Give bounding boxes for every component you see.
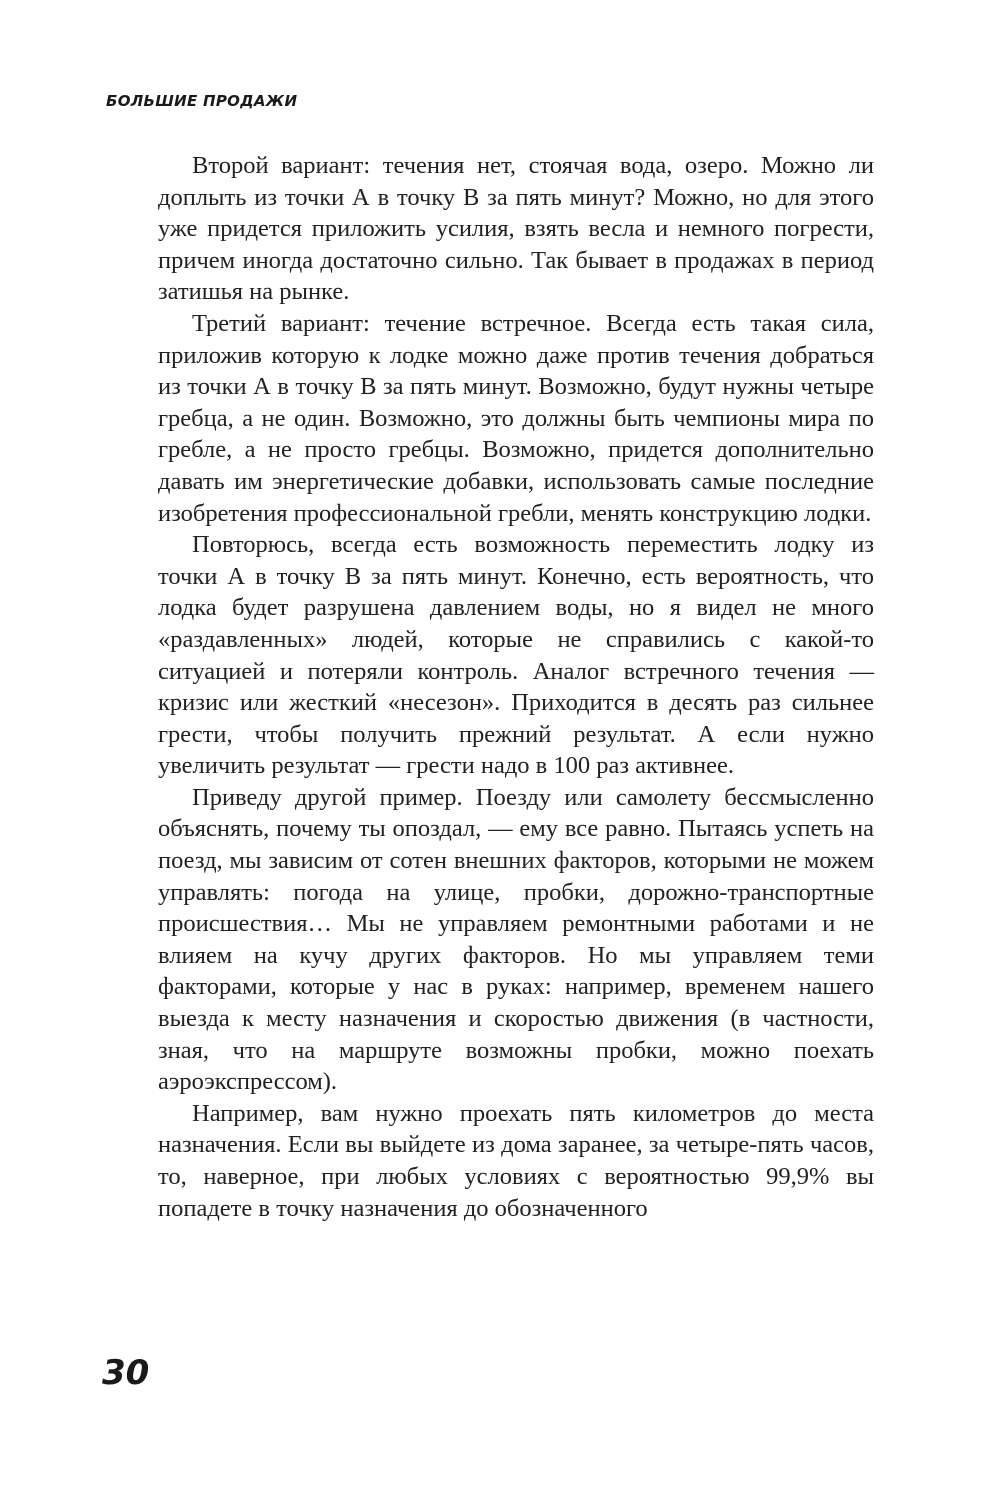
page-number: 30	[102, 1353, 150, 1393]
running-head-title: БОЛЬШИЕ ПРОДАЖИ	[106, 92, 298, 110]
paragraph-3: Повторюсь, всегда есть возможность переместить лодку из точки А в точку В за пять минут. Конечно, есть вероятность, что лодка будет разрушена давлением воды, но я видел не много «раздавленных» людей, которые не справились с какой-то ситуацией и потеряли контроль. Аналог встречного течения — кризис или жесткий «несезон». Приходится в десять раз сильнее грести, чтобы получить прежний результат. А если нужно увеличить результат — грести надо в 100 раз активнее.	[158, 531, 874, 780]
body-text	[158, 150, 874, 1224]
paragraph-1: Второй вариант: течения нет, стоячая вода, озеро. Можно ли доплыть из точки А в точку В за пять минут? Можно, но для этого уже придется приложить усилия, взять весла и немного погрести, причем иногда достаточно сильно. Так бывает в продажах в период затишья на рынке.	[158, 152, 874, 306]
paragraph-5: Например, вам нужно проехать пять километров до места назначения. Если вы выйдете из дома заранее, за четыре-пять часов, то, наверное, при любых условиях с вероятностью 99,9% вы попадете в точку назначения до обозначенного	[158, 1099, 874, 1222]
paragraph-4: Приведу другой пример. Поезду или самолету бессмысленно объяснять, почему ты опоздал, — ему все равно. Пытаясь успеть на поезд, мы зависим от сотен внешних факторов, которыми не можем управлять: погода на улице, пробки, дорожно-транспортные происшествия… Мы не управляем ремонтными работами и не влияем на кучу других факторов. Но мы управляем теми факторами, которые у нас в руках: например, временем нашего выезда к месту назначения и скоростью движения (в частности, зная, что на маршруте возможны пробки, можно поехать аэроэкспрессом).	[158, 783, 874, 1096]
paragraph-2: Третий вариант: течение встречное. Всегда есть такая сила, приложив которую к лодке можно даже против течения добраться из точки А в точку В за пять минут. Возможно, будут нужны четыре гребца, а не один. Возможно, это должны быть чемпионы мира по гребле, а не просто гребцы. Возможно, придется дополнительно давать им энергетические добавки, использовать самые последние изобретения профессиональной гребли, менять конструкцию лодки.	[158, 309, 874, 527]
